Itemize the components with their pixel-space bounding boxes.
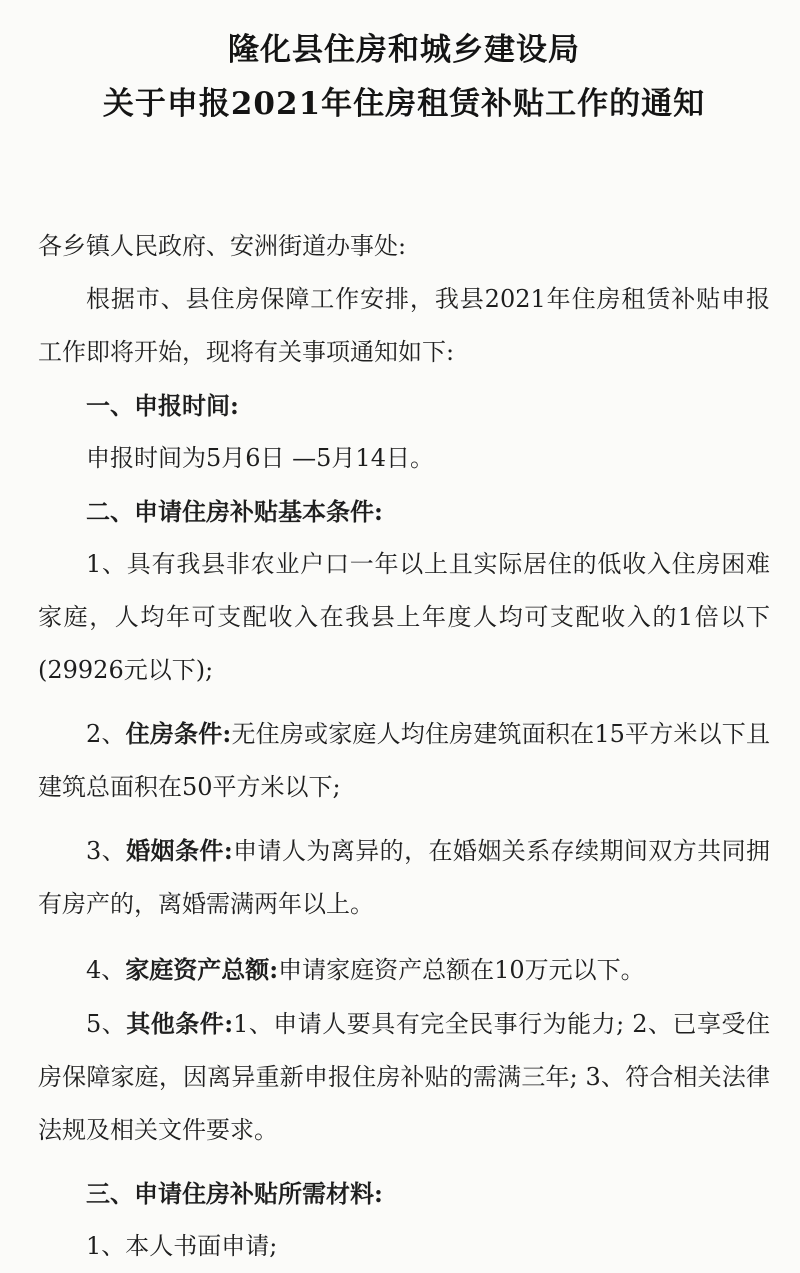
section1-text: 申报时间为5月6日 —5月14日。 xyxy=(86,444,434,472)
document-title-line2: 关于申报2021年住房租赁补贴工作的通知 xyxy=(102,86,706,122)
condition-item-4 xyxy=(38,943,770,997)
material-item-1: 1、本人书面申请; xyxy=(86,1232,278,1260)
condition-item-2 xyxy=(38,707,770,814)
item-label: 住房条件: xyxy=(125,719,232,748)
item-text: 申请家庭资产总额在10万元以下。 xyxy=(278,956,645,984)
condition-item-3 xyxy=(38,824,770,931)
item-prefix: 4、 xyxy=(86,956,126,984)
section1-heading: 一、申报时间: xyxy=(86,391,239,420)
condition-item-1: 1、具有我县非农业户口一年以上且实际居住的低收入住房困难家庭，人均年可支配收入在我县上年度人均可支配收入的1倍以下(29926元以下); xyxy=(38,550,770,684)
section2-heading: 二、申请住房补贴基本条件: xyxy=(86,497,383,526)
salutation: 各乡镇人民政府、安洲街道办事处: xyxy=(38,232,407,260)
item-label: 其他条件: xyxy=(126,1009,234,1038)
item-label: 婚姻条件: xyxy=(126,836,233,865)
item-prefix: 5、 xyxy=(86,1010,127,1038)
item-prefix: 3、 xyxy=(86,837,127,865)
item-text: 无住房或家庭人均住房建筑面积在15平方米以下且建筑总面积在50平方米以下; xyxy=(38,720,770,801)
intro-paragraph: 根据市、县住房保障工作安排，我县2021年住房租赁补贴申报工作即将开始，现将有关事项通知如下: xyxy=(38,285,770,366)
condition-item-5 xyxy=(38,997,770,1157)
item-text: 1、申请人要具有完全民事行为能力; 2、已享受住房保障家庭，因离异重新申报住房补贴的需满三年; 3、符合相关法律法规及相关文件要求。 xyxy=(38,1010,770,1144)
document-title-line1: 隆化县住房和城乡建设局 xyxy=(228,32,580,68)
document-body xyxy=(38,220,770,1273)
item-text: 申请人为离异的，在婚姻关系存续期间双方共同拥有房产的，离婚需满两年以上。 xyxy=(38,837,771,918)
item-label: 家庭资产总额: xyxy=(125,955,279,984)
section3-heading: 三、申请住房补贴所需材料: xyxy=(86,1179,383,1208)
item-prefix: 2、 xyxy=(86,720,126,748)
